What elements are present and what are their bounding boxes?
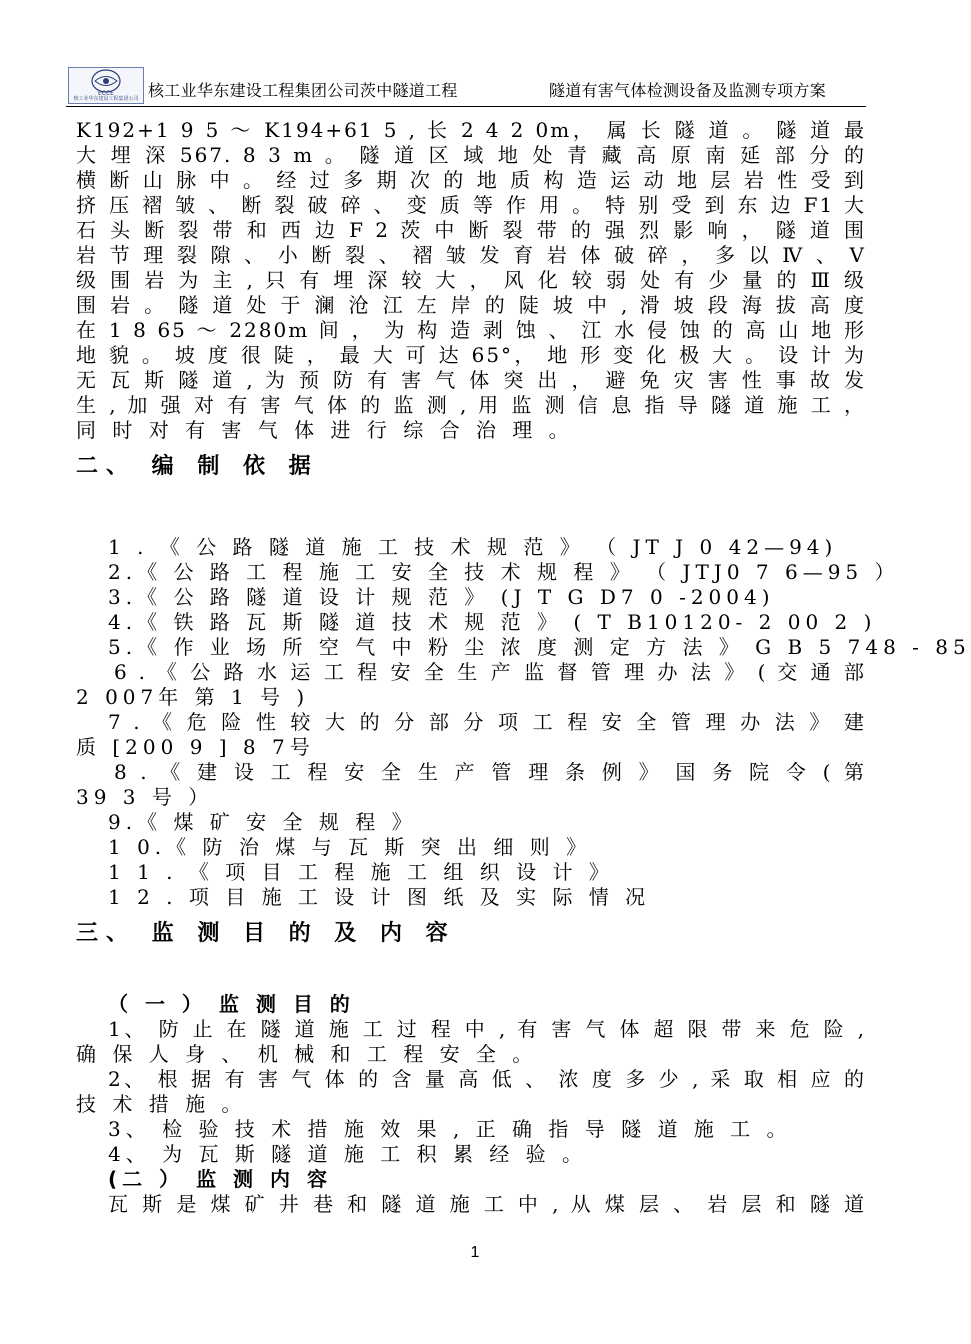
paragraph-line: 技 术 措 施 。 (76, 1092, 247, 1116)
basis-list (76, 535, 971, 910)
intro-line: 岩 节 理 裂 隙 、 小 断 裂 、 褶 皱 发 育 岩 体 破 碎 ， 多 以 Ⅳ 、 Ⅴ (76, 243, 866, 267)
header-document-title: 隧道有害气体检测设备及监测专项方案 (548, 81, 826, 100)
list-item-cont: 2 007年 第 1 号 ) (76, 685, 310, 709)
logo-caption: 核工业华东建设工程集团公司 (73, 96, 139, 102)
intro-line: K192+1 9 5 ～ K194+61 5 , 长 2 4 2 0m， 属 长 隧 道 。 隧 道 最 (76, 118, 866, 142)
list-item: 5.《 作 业 场 所 空 气 中 粉 尘 浓 度 测 定 方 法 》 G B 5 748 - 85 (108, 635, 971, 659)
list-item-cont: 39 3 号 ） (76, 785, 214, 809)
subheading-purpose: （ 一 ） 监 测 目 的 (108, 992, 355, 1016)
logo-acronym: ECCE (98, 90, 114, 97)
intro-paragraph (76, 118, 866, 443)
list-item: 1 2 . 项 目 施 工 设 计 图 纸 及 实 际 情 况 (108, 885, 651, 909)
list-item-cont: 质 [200 9 ] 8 7号 (76, 735, 315, 759)
list-item: 8 . 《 建 设 工 程 安 全 生 产 管 理 条 例 》 国 务 院 令 ( 第 (114, 760, 866, 784)
intro-line: 生 , 加 强 对 有 害 气 体 的 监 测 , 用 监 测 信 息 指 导 隧 道 施 工 ， (76, 393, 866, 417)
paragraph-line: 1、 防 止 在 隧 道 施 工 过 程 中 , 有 害 气 体 超 限 带 来 危 险 , (108, 1017, 866, 1041)
intro-line: 在 1 8 65 ～ 2280m 间 ， 为 构 造 剥 蚀 、 江 水 侵 蚀 的 高 山 地 形 (76, 318, 866, 342)
list-item: 1 1 . 《 项 目 工 程 施 工 组 织 设 计 》 (108, 860, 614, 884)
header-project-title: 核工业华东建设工程集团公司茨中隧道工程 (148, 81, 458, 100)
list-item: 4.《 铁 路 瓦 斯 隧 道 技 术 规 范 》 ( T B10120- 2 00 2 ) (108, 610, 877, 634)
paragraph-line: 确 保 人 身 、 机 械 和 工 程 安 全 。 (76, 1042, 538, 1066)
list-item: 1 . 《 公 路 隧 道 施 工 技 术 规 范 》 （ JT J 0 42—94) (108, 535, 838, 559)
intro-line: 围 岩 。 隧 道 处 于 澜 沧 江 左 岸 的 陡 坡 中 , 滑 坡 段 海 拔 高 度 (76, 293, 866, 317)
section-heading-basis: 二、 编 制 依 据 (76, 454, 319, 479)
intro-line: 大 埋 深 567. 8 3 m 。 隧 道 区 域 地 处 青 藏 高 原 南 延 部 分 的 (76, 143, 866, 167)
list-item: 2.《 公 路 工 程 施 工 安 全 技 术 规 程 》 （ JTJ0 7 6—95 ） (108, 560, 900, 584)
monitoring-section (76, 992, 866, 1217)
intro-line: 挤 压 褶 皱 、 断 裂 破 碎 、 变 质 等 作 用 。 特 别 受 到 东 边 F1 大 (76, 193, 866, 217)
subheading-content: (二 ） 监 测 内 容 (108, 1167, 332, 1191)
list-item: 1 0.《 防 治 煤 与 瓦 斯 突 出 细 则 》 (108, 835, 592, 859)
intro-line: 横 断 山 脉 中 。 经 过 多 期 次 的 地 质 构 造 运 动 地 层 岩 性 受 到 (76, 168, 866, 192)
intro-line: 级 围 岩 为 主 , 只 有 埋 深 较 大 ， 风 化 较 弱 处 有 少 量 的 Ⅲ 级 (76, 268, 866, 292)
list-item: 7 . 《 危 险 性 较 大 的 分 部 分 项 工 程 安 全 管 理 办 法 》 建 (108, 710, 866, 734)
paragraph-line: 4、 为 瓦 斯 隧 道 施 工 积 累 经 验 。 (108, 1142, 588, 1166)
intro-line-last: 同 时 对 有 害 气 体 进 行 综 合 治 理 。 (76, 418, 574, 442)
list-item: 3.《 公 路 隧 道 设 计 规 范 》 (J T G D7 0 -2004) (108, 585, 775, 609)
paragraph-line: 2、 根 据 有 害 气 体 的 含 量 高 低 、 浓 度 多 少 , 采 取 相 应 的 (108, 1067, 866, 1091)
logo-emblem-icon (69, 68, 143, 98)
page-number: 1 (470, 1244, 480, 1261)
paragraph-line: 3、 检 验 技 术 措 施 效 果 , 正 确 指 导 隧 道 施 工 。 (108, 1117, 792, 1141)
list-item: 9.《 煤 矿 安 全 规 程 》 (108, 810, 417, 834)
page-header (66, 66, 866, 107)
company-logo (68, 67, 144, 104)
spacer (76, 952, 866, 992)
list-item: 6 . 《 公 路 水 运 工 程 安 全 生 产 监 督 管 理 办 法 》 ( 交 通 部 (114, 660, 866, 684)
paragraph-line: 瓦 斯 是 煤 矿 井 巷 和 隧 道 施 工 中 , 从 煤 层 、 岩 层 和 隧 道 (108, 1192, 866, 1216)
spacer (76, 485, 866, 535)
intro-line: 无 瓦 斯 隧 道 , 为 预 防 有 害 气 体 突 出 ， 避 免 灾 害 性 事 故 发 (76, 368, 866, 392)
intro-line: 石 头 断 裂 带 和 西 边 F 2 茨 中 断 裂 带 的 强 烈 影 响 ， 隧 道 围 (76, 218, 866, 242)
section-heading-monitoring: 三、 监 测 目 的 及 内 容 (76, 921, 456, 946)
document-body (76, 118, 971, 1217)
intro-line: 地 貌 。 坡 度 很 陡 ， 最 大 可 达 65°， 地 形 变 化 极 大 。 设 计 为 (76, 343, 866, 367)
